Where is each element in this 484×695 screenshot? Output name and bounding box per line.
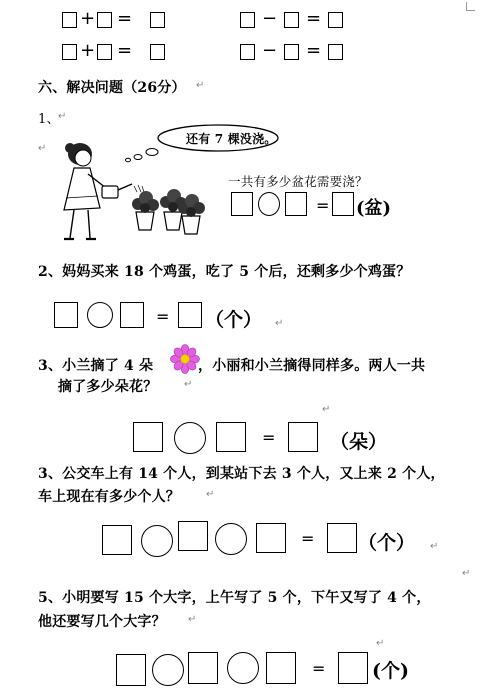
equals-sign: = xyxy=(306,8,322,29)
problem-number: 1、 xyxy=(38,112,60,127)
equals-sign: = xyxy=(262,428,276,447)
answer-box[interactable] xyxy=(256,523,286,553)
flower-icon xyxy=(170,344,200,374)
operator-circle[interactable] xyxy=(152,654,184,686)
paragraph-mark: ↵ xyxy=(196,80,205,91)
answer-box[interactable] xyxy=(328,44,343,60)
plus-sign: + xyxy=(80,8,96,29)
answer-box[interactable] xyxy=(54,302,78,328)
answer-box[interactable] xyxy=(102,525,132,555)
paragraph-mark: ↵ xyxy=(275,318,284,329)
problem3-text-a: 3、小兰摘了 4 朵 xyxy=(38,358,154,374)
paragraph-mark: ↵ xyxy=(58,111,67,122)
operator-circle[interactable] xyxy=(174,422,206,454)
answer-box[interactable] xyxy=(284,12,299,28)
operator-circle[interactable] xyxy=(258,192,280,216)
problem5-line2: 他还要写几个大字？ xyxy=(38,614,166,630)
answer-box[interactable] xyxy=(150,12,165,28)
answer-box[interactable] xyxy=(231,192,253,216)
result-box[interactable] xyxy=(178,302,202,328)
minus-sign: − xyxy=(262,8,278,29)
answer-box[interactable] xyxy=(285,192,307,216)
result-box[interactable] xyxy=(338,652,368,684)
equals-sign: = xyxy=(306,40,322,61)
paragraph-mark: ↵ xyxy=(184,379,193,390)
answer-box[interactable] xyxy=(97,44,112,60)
equals-sign: = xyxy=(117,8,133,29)
answer-box[interactable] xyxy=(120,302,144,328)
answer-box[interactable] xyxy=(150,44,165,60)
answer-box[interactable] xyxy=(240,44,255,60)
answer-box[interactable] xyxy=(328,12,343,28)
paragraph-mark: ↵ xyxy=(462,568,471,579)
equals-sign: = xyxy=(156,307,170,326)
equals-sign: = xyxy=(301,529,315,548)
equals-sign: = xyxy=(316,196,330,215)
result-box[interactable] xyxy=(327,523,357,553)
section-heading: 六、解决问题（26分） xyxy=(38,80,186,96)
bubble-text: 还有 7 棵没浇。 xyxy=(186,132,277,146)
answer-box[interactable] xyxy=(266,652,296,684)
answer-box[interactable] xyxy=(216,422,246,452)
problem3-text-b: ，小丽和小兰摘得同样多。两人一共 xyxy=(198,358,426,374)
answer-box[interactable] xyxy=(62,44,77,60)
page-corner-mark xyxy=(466,2,475,11)
equals-sign: = xyxy=(312,659,326,678)
operator-circle[interactable] xyxy=(227,652,259,684)
operator-circle[interactable] xyxy=(87,302,113,328)
problem2-text: 2、妈妈买来 18 个鸡蛋，吃了 5 个后，还剩多少个鸡蛋？ xyxy=(38,264,411,280)
result-box[interactable] xyxy=(332,192,354,216)
problem5-line1: 5、小明要写 15 个大字，上午写了 5 个，下午又写了 4 个， xyxy=(38,590,431,606)
answer-box[interactable] xyxy=(133,422,163,452)
answer-box[interactable] xyxy=(188,652,218,684)
problem4-line1: 3、公交车上有 14 个人，到某站下去 3 个人，又上来 2 个人， xyxy=(38,466,445,482)
equals-sign: = xyxy=(117,40,133,61)
paragraph-mark: ↵ xyxy=(188,614,197,625)
answer-box[interactable] xyxy=(116,654,146,686)
unit-label: (个) xyxy=(372,660,409,682)
unit-label: （个） xyxy=(358,532,416,554)
unit-label: (盆) xyxy=(356,198,392,219)
operator-circle[interactable] xyxy=(141,525,173,557)
answer-box[interactable] xyxy=(62,12,77,28)
paragraph-mark: ↵ xyxy=(430,541,439,552)
result-box[interactable] xyxy=(288,422,318,452)
plus-sign: + xyxy=(80,40,96,61)
girl-watering-flowers-illustration xyxy=(50,138,220,250)
paragraph-mark: ↵ xyxy=(322,404,331,415)
paragraph-mark: ↵ xyxy=(206,489,215,500)
unit-label: （朵） xyxy=(330,431,388,453)
paragraph-mark: ↵ xyxy=(38,143,47,154)
operator-circle[interactable] xyxy=(215,523,247,555)
problem4-line2: 车上现在有多少个人？ xyxy=(38,489,180,505)
answer-box[interactable] xyxy=(240,12,255,28)
answer-box[interactable] xyxy=(178,521,208,551)
problem1-question: 一共有多少盆花需要浇？ xyxy=(228,174,368,189)
answer-box[interactable] xyxy=(97,12,112,28)
problem3-text-c: 摘了多少朵花？ xyxy=(58,379,158,395)
paragraph-mark: ↵ xyxy=(376,638,385,649)
answer-box[interactable] xyxy=(284,44,299,60)
minus-sign: − xyxy=(262,40,278,61)
unit-label: （个） xyxy=(205,309,263,331)
